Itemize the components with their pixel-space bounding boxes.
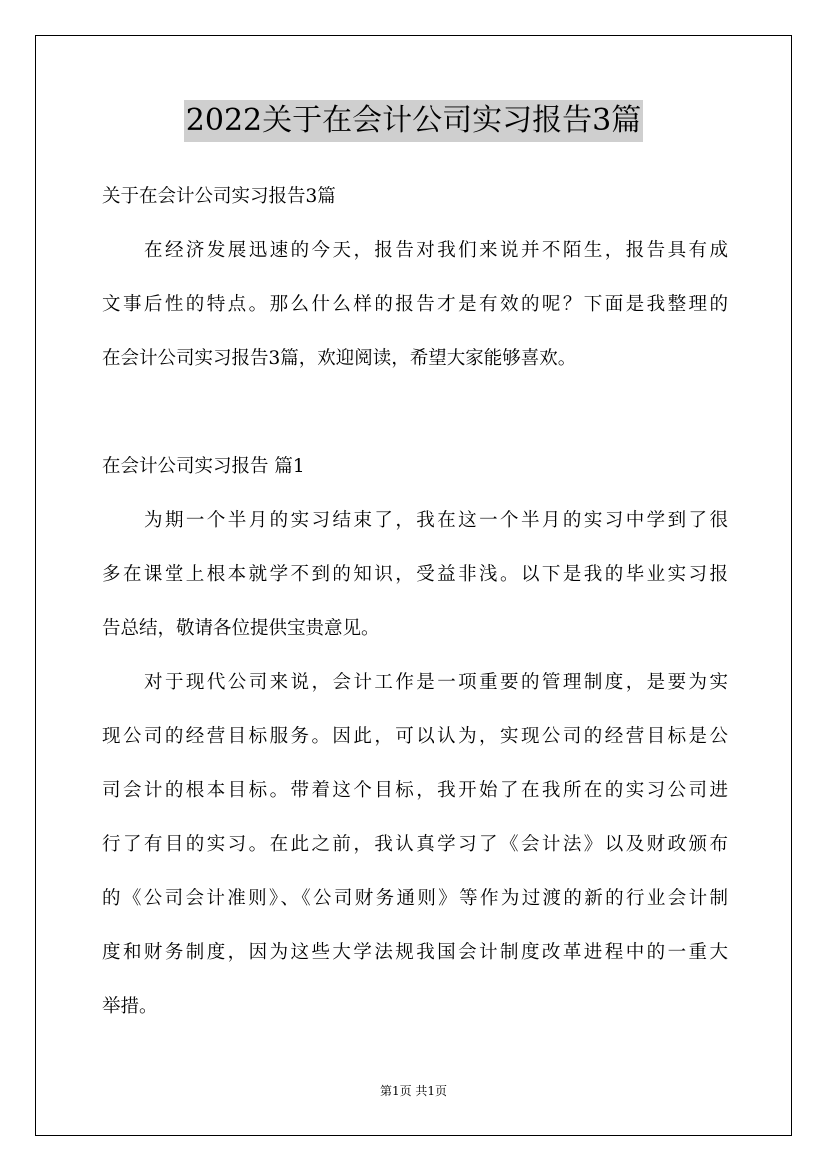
spacer — [102, 386, 728, 440]
paragraph-line: 的《公司会计准则》、《公司财务通则》等作为过渡的新的行业会计制 — [102, 888, 728, 909]
document-subtitle: 关于在会计公司实习报告3篇 — [102, 186, 336, 207]
paragraph-1 — [102, 494, 728, 656]
page-footer: 第1页 共1页 — [379, 1084, 448, 1098]
paragraph-line: 度和财务制度，因为这些大学法规我国会计制度改革进程中的一重大 — [102, 942, 728, 963]
title-wrap — [0, 100, 827, 142]
paragraph-line: 告总结，敬请各位提供宝贵意见。 — [102, 618, 380, 639]
document-body — [102, 170, 728, 1034]
intro-paragraph — [102, 224, 728, 386]
paragraph-line: 举措。 — [102, 996, 158, 1017]
paragraph-line: 现公司的经营目标服务。因此，可以认为，实现公司的经营目标是公 — [102, 726, 728, 747]
section-heading: 在会计公司实习报告 篇1 — [102, 456, 305, 477]
paragraph-line: 司会计的根本目标。带着这个目标，我开始了在我所在的实习公司进 — [102, 780, 728, 801]
paragraph-line: 行了有目的实习。在此之前，我认真学习了《会计法》以及财政颁布 — [102, 834, 728, 855]
paragraph-2 — [102, 656, 728, 1034]
document-title: 2022关于在会计公司实习报告3篇 — [184, 100, 643, 142]
intro-line: 文事后性的特点。那么什么样的报告才是有效的呢？下面是我整理的 — [102, 294, 728, 315]
intro-line: 在会计公司实习报告3篇，欢迎阅读，希望大家能够喜欢。 — [102, 348, 577, 369]
paragraph-line: 对于现代公司来说，会计工作是一项重要的管理制度，是要为实 — [144, 672, 728, 693]
paragraph-line: 多在课堂上根本就学不到的知识，受益非浅。以下是我的毕业实习报 — [102, 564, 728, 585]
paragraph-line: 为期一个半月的实习结束了，我在这一个半月的实习中学到了很 — [144, 510, 728, 531]
intro-line: 在经济发展迅速的今天，报告对我们来说并不陌生，报告具有成 — [144, 240, 728, 261]
